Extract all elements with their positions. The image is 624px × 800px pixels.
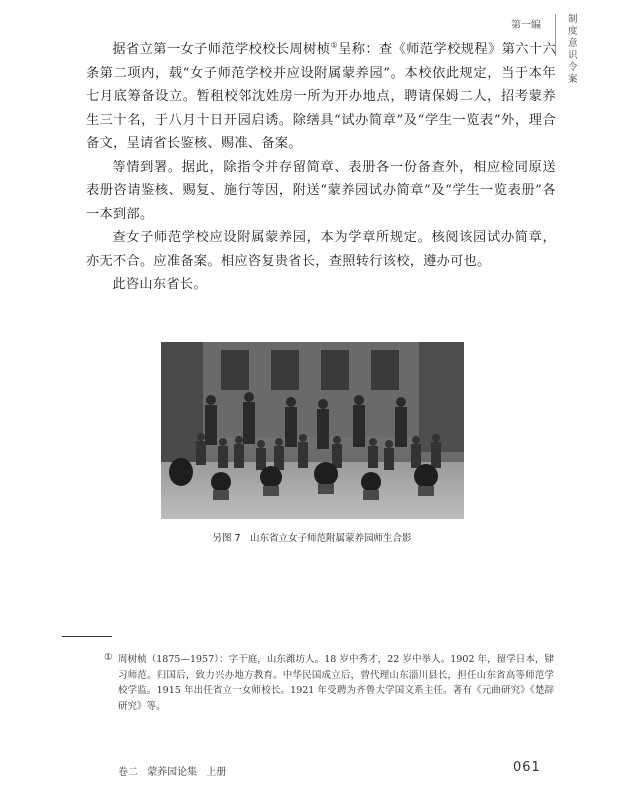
paragraph-1-rest: 呈称：查《师范学校规程》第六十六条第二项内，载“女子师范学校并应设附属蒙养园”。本校依此规定，当于本年七月底筹备设立。暂租校邻沈姓房一所为开办地点，聘请保姆二人，招考蒙养生三十名，于八月十日开园启诱。除缮具“试办简章”及“学生一览表”外，理合备文，呈请省长鉴核、赐准、备案。 xyxy=(86,42,556,151)
footnote-text: 周树桢（1875—1957）：字干庭，山东潍坊人。18 岁中秀才，22 岁中举人。1902 年，留学日本，肄习师范。归国后，致力兴办地方教育。中华民国成立后，曾代理山东淄川县长，担任山东省高等师范学校学监。1915 年出任省立一女师校长。1921 年受聘为齐鲁大学国文系主任。著有《元曲研究》《楚辞研究》等。 xyxy=(118,654,554,712)
group-photo-illustration xyxy=(161,342,464,519)
paragraph-2: 等情到署。据此，除指令并存留简章、表册各一份备查外，相应检同原送表册咨请鉴核、赐复、施行等因，附送“蒙养园试办简章”及“学生一览表册”各一本到部。 xyxy=(86,159,556,222)
running-header-part: 第一编 xyxy=(511,20,541,31)
main-text xyxy=(86,38,556,297)
footer-book-title: 蒙养园论集 xyxy=(147,767,198,778)
page-number: 061 xyxy=(513,760,541,775)
footnote-separator xyxy=(62,636,112,637)
running-footer xyxy=(118,763,226,778)
historical-group-photo xyxy=(161,342,464,519)
paragraph-1 xyxy=(86,38,556,156)
footnote-marker: ① xyxy=(104,652,113,663)
footer-volume: 卷二 xyxy=(118,767,138,778)
paragraph-4: 此咨山东省长。 xyxy=(112,277,207,292)
footnote-reference[interactable]: ① xyxy=(330,40,339,50)
running-header-section: 制度意识令案 xyxy=(568,14,578,85)
footer-part: 上册 xyxy=(206,767,227,778)
paragraph-1-start: 据省立第一女子师范学校校长周树桢 xyxy=(112,42,331,57)
figure-caption: 另图 7 山东省立女子师范附属蒙养园师生合影 xyxy=(212,533,412,544)
paragraph-3: 查女子师范学校应设附属蒙养园，本为学章所规定。核阅该园试办简章，亦无不合。应准备案。相应咨复贵省长，查照转行该校，遵办可也。 xyxy=(86,230,556,269)
